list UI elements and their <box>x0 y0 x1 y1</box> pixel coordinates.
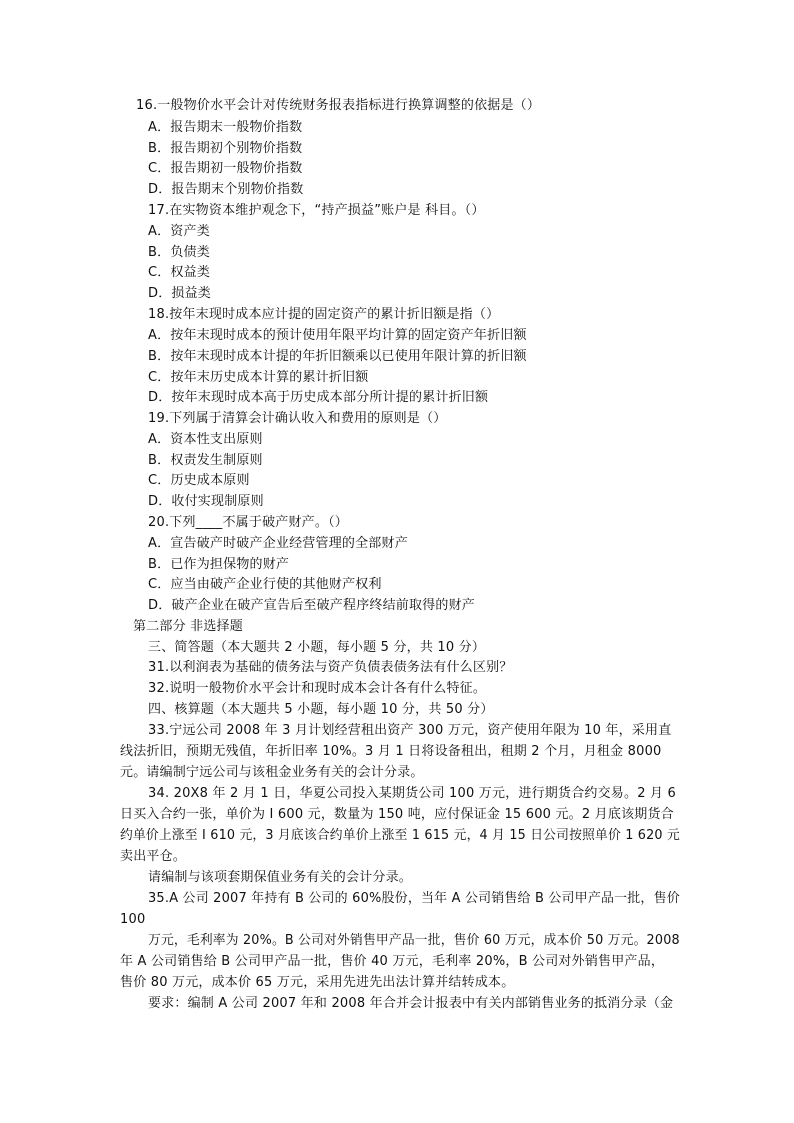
question-35-line: 35.A 公司 2007 年持有 B 公司的 60%股份，当年 A 公司销售给 B 公司甲产品一批，售价 <box>148 891 680 906</box>
question-16-option-a: A．报告期末一般物价指数 <box>148 120 303 135</box>
question-33-line: 元。请编制宁远公司与该租金业务有关的会计分录。 <box>120 765 424 780</box>
short-answer-heading: 三、简答题（本大题共 2 小题，每小题 5 分，共 10 分） <box>148 640 486 655</box>
question-18-option-b: B．按年末现时成本计提的年折旧额乘以已使用年限计算的折旧额 <box>148 349 527 364</box>
question-19-option-d: D．收付实现制原则 <box>148 494 264 509</box>
question-35-requirement: 要求：编制 A 公司 2007 年和 2008 年合并会计报表中有关内部销售业务的抵消分录（金 <box>148 996 674 1011</box>
question-35-line: 万元，毛利率为 20%。B 公司对外销售甲产品一批，售价 60 万元，成本价 50 万元。2008 <box>148 933 680 948</box>
question-16-option-d: D．报告期末个别物价指数 <box>148 182 304 197</box>
question-16-option-c: C．报告期初一般物价指数 <box>148 161 303 176</box>
question-33-line: 线法折旧，预期无残值，年折旧率 10%。3 月 1 日将设备租出，租期 2 个月，月租金 8000 <box>120 744 662 759</box>
question-16-option-b: B．报告期初个别物价指数 <box>148 141 303 156</box>
part2-heading: 第二部分 非选择题 <box>133 619 243 634</box>
question-35-line: 100 <box>120 912 146 927</box>
question-20-option-c: C．应当由破产企业行使的其他财产权利 <box>148 577 382 592</box>
question-19-stem: 19.下列属于清算会计确认收入和费用的原则是（） <box>148 411 447 426</box>
question-17-stem: 17.在实物资本维护观念下，“持产损益”账户是 科目。（） <box>148 203 485 218</box>
question-18-option-c: C．按年末历史成本计算的累计折旧额 <box>148 370 369 385</box>
question-17-option-d: D．损益类 <box>148 286 212 301</box>
question-32: 32.说明一般物价水平会计和现时成本会计各有什么特征。 <box>148 681 487 696</box>
question-34-line: 约单价上涨至 I 610 元，3 月底该合约单价上涨至 1 615 元，4 月 15 日公司按照单价 1 620 元 <box>120 828 680 843</box>
question-19-option-b: B．权责发生制原则 <box>148 453 263 468</box>
question-34-line: 日买入合约一张，单价为 I 600 元，数量为 150 吨，应付保证金 15 600 元。2 月底该期货合 <box>120 807 674 822</box>
calculation-heading: 四、核算题（本大题共 5 小题，每小题 10 分，共 50 分） <box>148 702 494 717</box>
question-18-option-d: D．按年末现时成本高于历史成本部分所计提的累计折旧额 <box>148 390 489 405</box>
question-19-option-a: A．资本性支出原则 <box>148 432 263 447</box>
question-35-line: 售价 80 万元，成本价 65 万元，采用先进先出法计算并结转成本。 <box>120 975 515 990</box>
question-34-line: 34. 20X8 年 2 月 1 日，华夏公司投入某期货公司 100 万元，进行期货合约交易。2 月 6 <box>148 786 677 801</box>
question-34-instruction: 请编制与该项套期保值业务有关的会计分录。 <box>148 870 413 885</box>
question-17-option-b: B．负债类 <box>148 245 210 260</box>
question-17-option-a: A．资产类 <box>148 224 210 239</box>
question-18-option-a: A．按年末现时成本的预计使用年限平均计算的固定资产年折旧额 <box>148 328 527 343</box>
question-20-option-b: B．已作为担保物的财产 <box>148 557 290 572</box>
question-20-option-a: A．宣告破产时破产企业经营管理的全部财产 <box>148 536 408 551</box>
question-33-line: 33.宁远公司 2008 年 3 月计划经营租出资产 300 万元，资产使用年限为 10 年，采用直 <box>148 723 672 738</box>
question-19-option-c: C．历史成本原则 <box>148 473 250 488</box>
question-31: 31.以利润表为基础的债务法与资产负债表债务法有什么区别？ <box>148 660 513 675</box>
question-16-stem: 16.一般物价水平会计对传统财务报表指标进行换算调整的依据是（） <box>136 98 541 113</box>
question-17-option-c: C．权益类 <box>148 265 211 280</box>
question-18-stem: 18.按年末现时成本应计提的固定资产的累计折旧额是指（） <box>148 307 500 322</box>
question-35-line: 年 A 公司销售给 B 公司甲产品一批，售价 40 万元，毛利率 20%，B 公司对外销售甲产品， <box>120 954 665 969</box>
question-20-option-d: D．破产企业在破产宣告后至破产程序终结前取得的财产 <box>148 598 476 613</box>
question-34-line: 卖出平仓。 <box>120 849 187 864</box>
question-20-stem: 20.下列____不属于破产财产。（） <box>148 515 348 530</box>
